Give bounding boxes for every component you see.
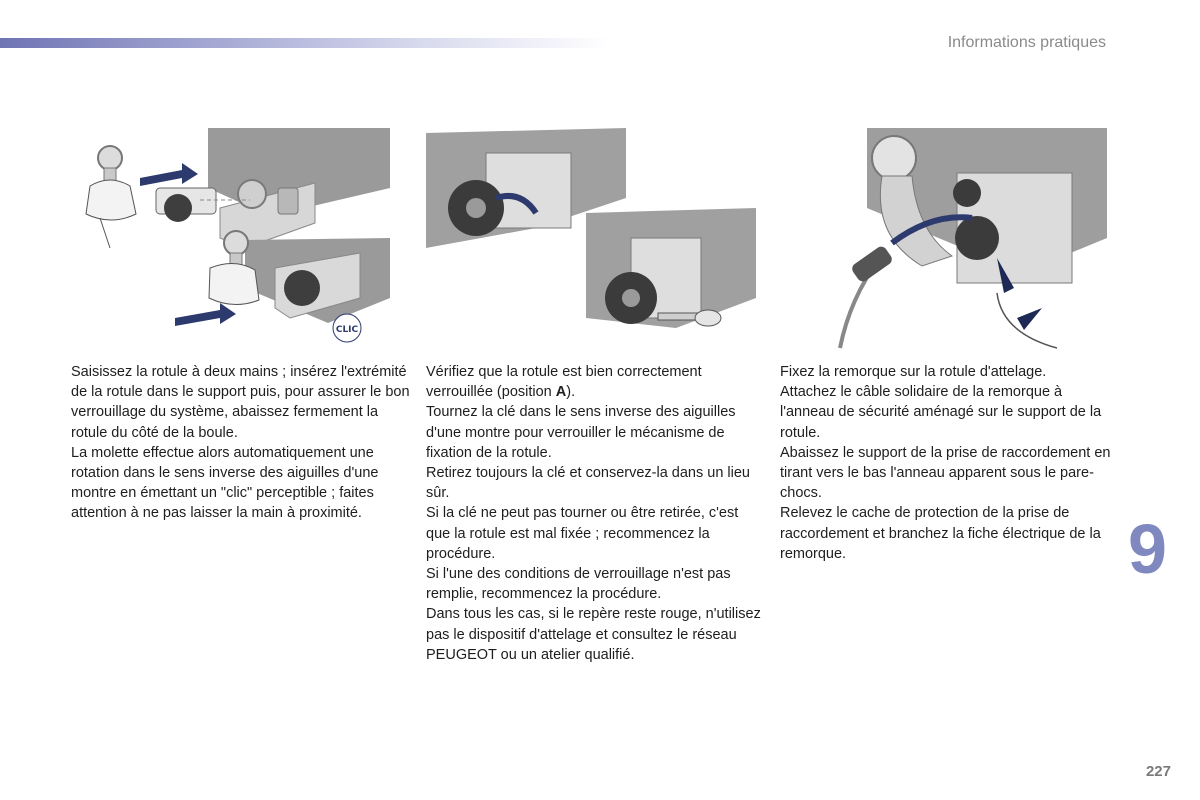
illustration-insert-towball xyxy=(70,128,390,350)
instruction-paragraph: Si la clé ne peut pas tourner ou être retirée, c'est que la rotule est mal fixée ; recommencez la procédure. xyxy=(426,505,739,562)
chapter-number: 9 xyxy=(1128,510,1167,588)
instruction-paragraph: Fixez la remorque sur la rotule d'attelage. xyxy=(780,364,1047,380)
instruction-paragraph: Retirez toujours la clé et conservez-la dans un lieu sûr. xyxy=(426,465,750,502)
instruction-paragraph: Relevez le cache de protection de la prise de raccordement et branchez la fiche électrique de la remorque. xyxy=(780,505,1101,562)
attach-cable-drawing xyxy=(782,128,1112,350)
instruction-paragraph: Dans tous les cas, si le repère reste rouge, n'utilisez pas le dispositif d'attelage et consultez le réseau PEUGEOT ou un atelier qualifié. xyxy=(426,606,761,663)
position-a-label: A xyxy=(555,384,567,401)
header-color-band xyxy=(0,38,610,48)
lock-key-drawing xyxy=(426,128,756,350)
clic-sound-icon xyxy=(333,314,361,342)
instructions-column-3 xyxy=(780,362,1120,564)
clic-badge: CLIC xyxy=(335,325,359,335)
push-arrow-icon xyxy=(175,303,236,326)
instruction-paragraph: Tournez la clé dans le sens inverse des aiguilles d'une montre pour verrouiller le mécanisme de fixation de la rotule. xyxy=(426,404,736,461)
illustration-lock-key xyxy=(426,128,756,350)
instruction-paragraph: Abaissez le support de la prise de raccordement en tirant vers le bas l'anneau apparent sous le pare-chocs. xyxy=(780,444,1111,502)
instruction-paragraph: Saisissez la rotule à deux mains ; insérez l'extrémité de la rotule dans le support puis, pour assurer le bon verrouillage du système, abaissez fermement la rotule du côté de la boule. xyxy=(71,364,410,441)
push-arrow-icon xyxy=(140,163,198,186)
instruction-paragraph: Attachez le câble solidaire de la remorque à l'anneau de sécurité aménagé sur le support de la rotule. xyxy=(780,384,1102,441)
instruction-paragraph: Si l'une des conditions de verrouillage n'est pas remplie, recommencez la procédure. xyxy=(426,566,731,603)
page-number: 227 xyxy=(1145,763,1171,780)
instructions-column-2 xyxy=(426,362,766,665)
instruction-paragraph: Vérifiez que la rotule est bien correctement verrouillée (position A). xyxy=(426,364,702,401)
section-title: Informations pratiques xyxy=(947,34,1106,51)
instruction-paragraph: La molette effectue alors automatiquement une rotation dans le sens inverse des aiguilles d'une montre en émettant un "clic" perceptible ; faites attention à ne pas laisser la main à proximité. xyxy=(71,444,379,522)
insert-towball-drawing xyxy=(70,128,390,350)
illustration-attach-cable xyxy=(782,128,1112,350)
instructions-column-1 xyxy=(71,362,411,524)
